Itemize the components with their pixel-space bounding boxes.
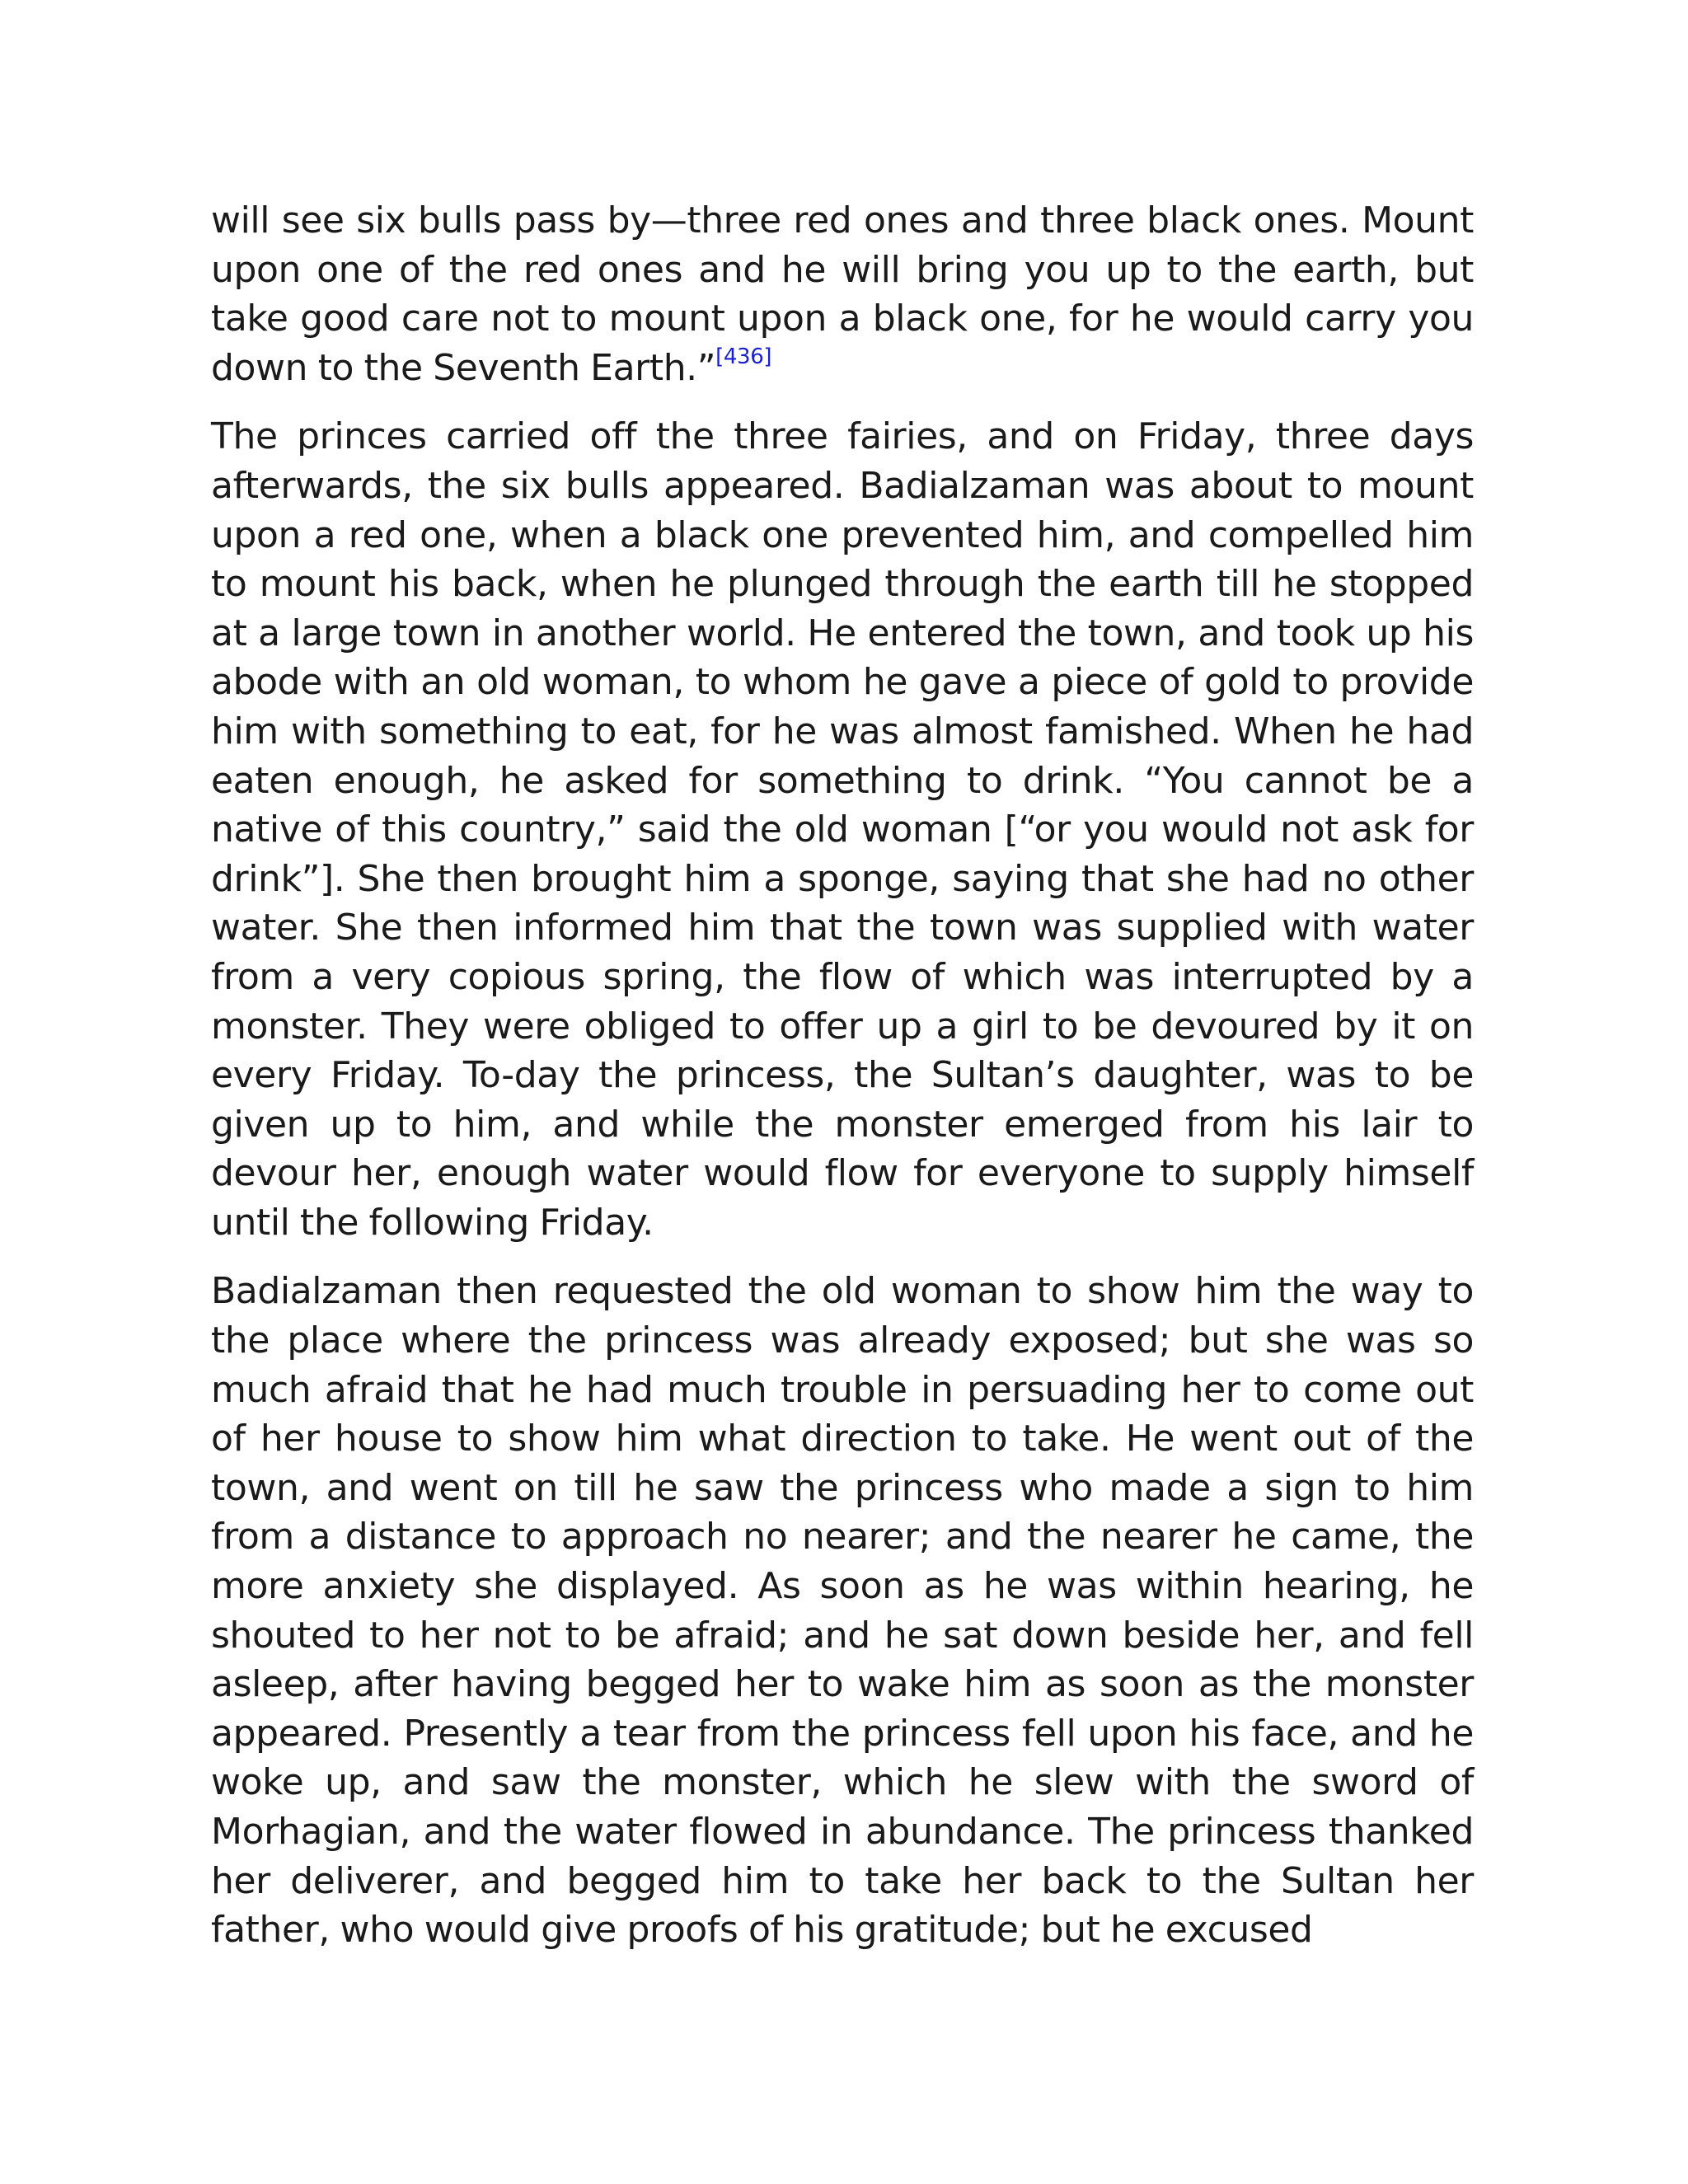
paragraph-1 xyxy=(211,196,1474,392)
paragraph-3: Badialzaman then requested the old woman to show him the way to the place where the princess was already exposed; but she was so much afraid that he had much trouble in persuading her to come out of her house to show him what direction to take. He went out of the town, and went on till he saw the princess who made a sign to him from a distance to approach no nearer; and the nearer he came, the more anxiety she displayed. As soon as he was within hearing, he shouted to her not to be afraid; and he sat down beside her, and fell asleep, after having begged her to wake him as soon as the monster appeared. Presently a tear from the princess fell upon his face, and he woke up, and saw the monster, which he slew with the sword of Morhagian, and the water flowed in abundance. The princess thanked her deliverer, and begged him to take her back to the Sultan her father, who would give proofs of his gratitude; but he excused xyxy=(211,1270,1474,1952)
paragraph-1-text: will see six bulls pass by—three red ones and three black ones. Mount upon one of the red ones and he will bring you up to the earth, but take good care not to mount upon a black one, for he would carry you down to the Seventh Earth.” xyxy=(211,199,1474,389)
footnote-link[interactable]: [436] xyxy=(715,344,772,370)
paragraph-2: The princes carried off the three fairies, and on Friday, three days afterwards, the six bulls appeared. Badialzaman was about to mount upon a red one, when a black one prevented him, and compelled him to mount his back, when he plunged through the earth till he stopped at a large town in another world. He entered the town, and took up his abode with an old woman, to whom he gave a piece of gold to provide him with something to eat, for he was almost famished. When he had eaten enough, he asked for something to drink. “You cannot be a native of this country,” said the old woman [“or you would not ask for drink”]. She then brought him a sponge, saying that she had no other water. She then informed him that the town was supplied with water from a very copious spring, the flow of which was interrupted by a monster. They were obliged to offer up a girl to be devoured by it on every Friday. To-day the princess, the Sultan’s daughter, was to be given up to him, and while the monster emerged from his lair to devour her, enough water would flow for everyone to supply himself until the following Friday. xyxy=(211,415,1474,1244)
page-body xyxy=(211,196,1474,1975)
